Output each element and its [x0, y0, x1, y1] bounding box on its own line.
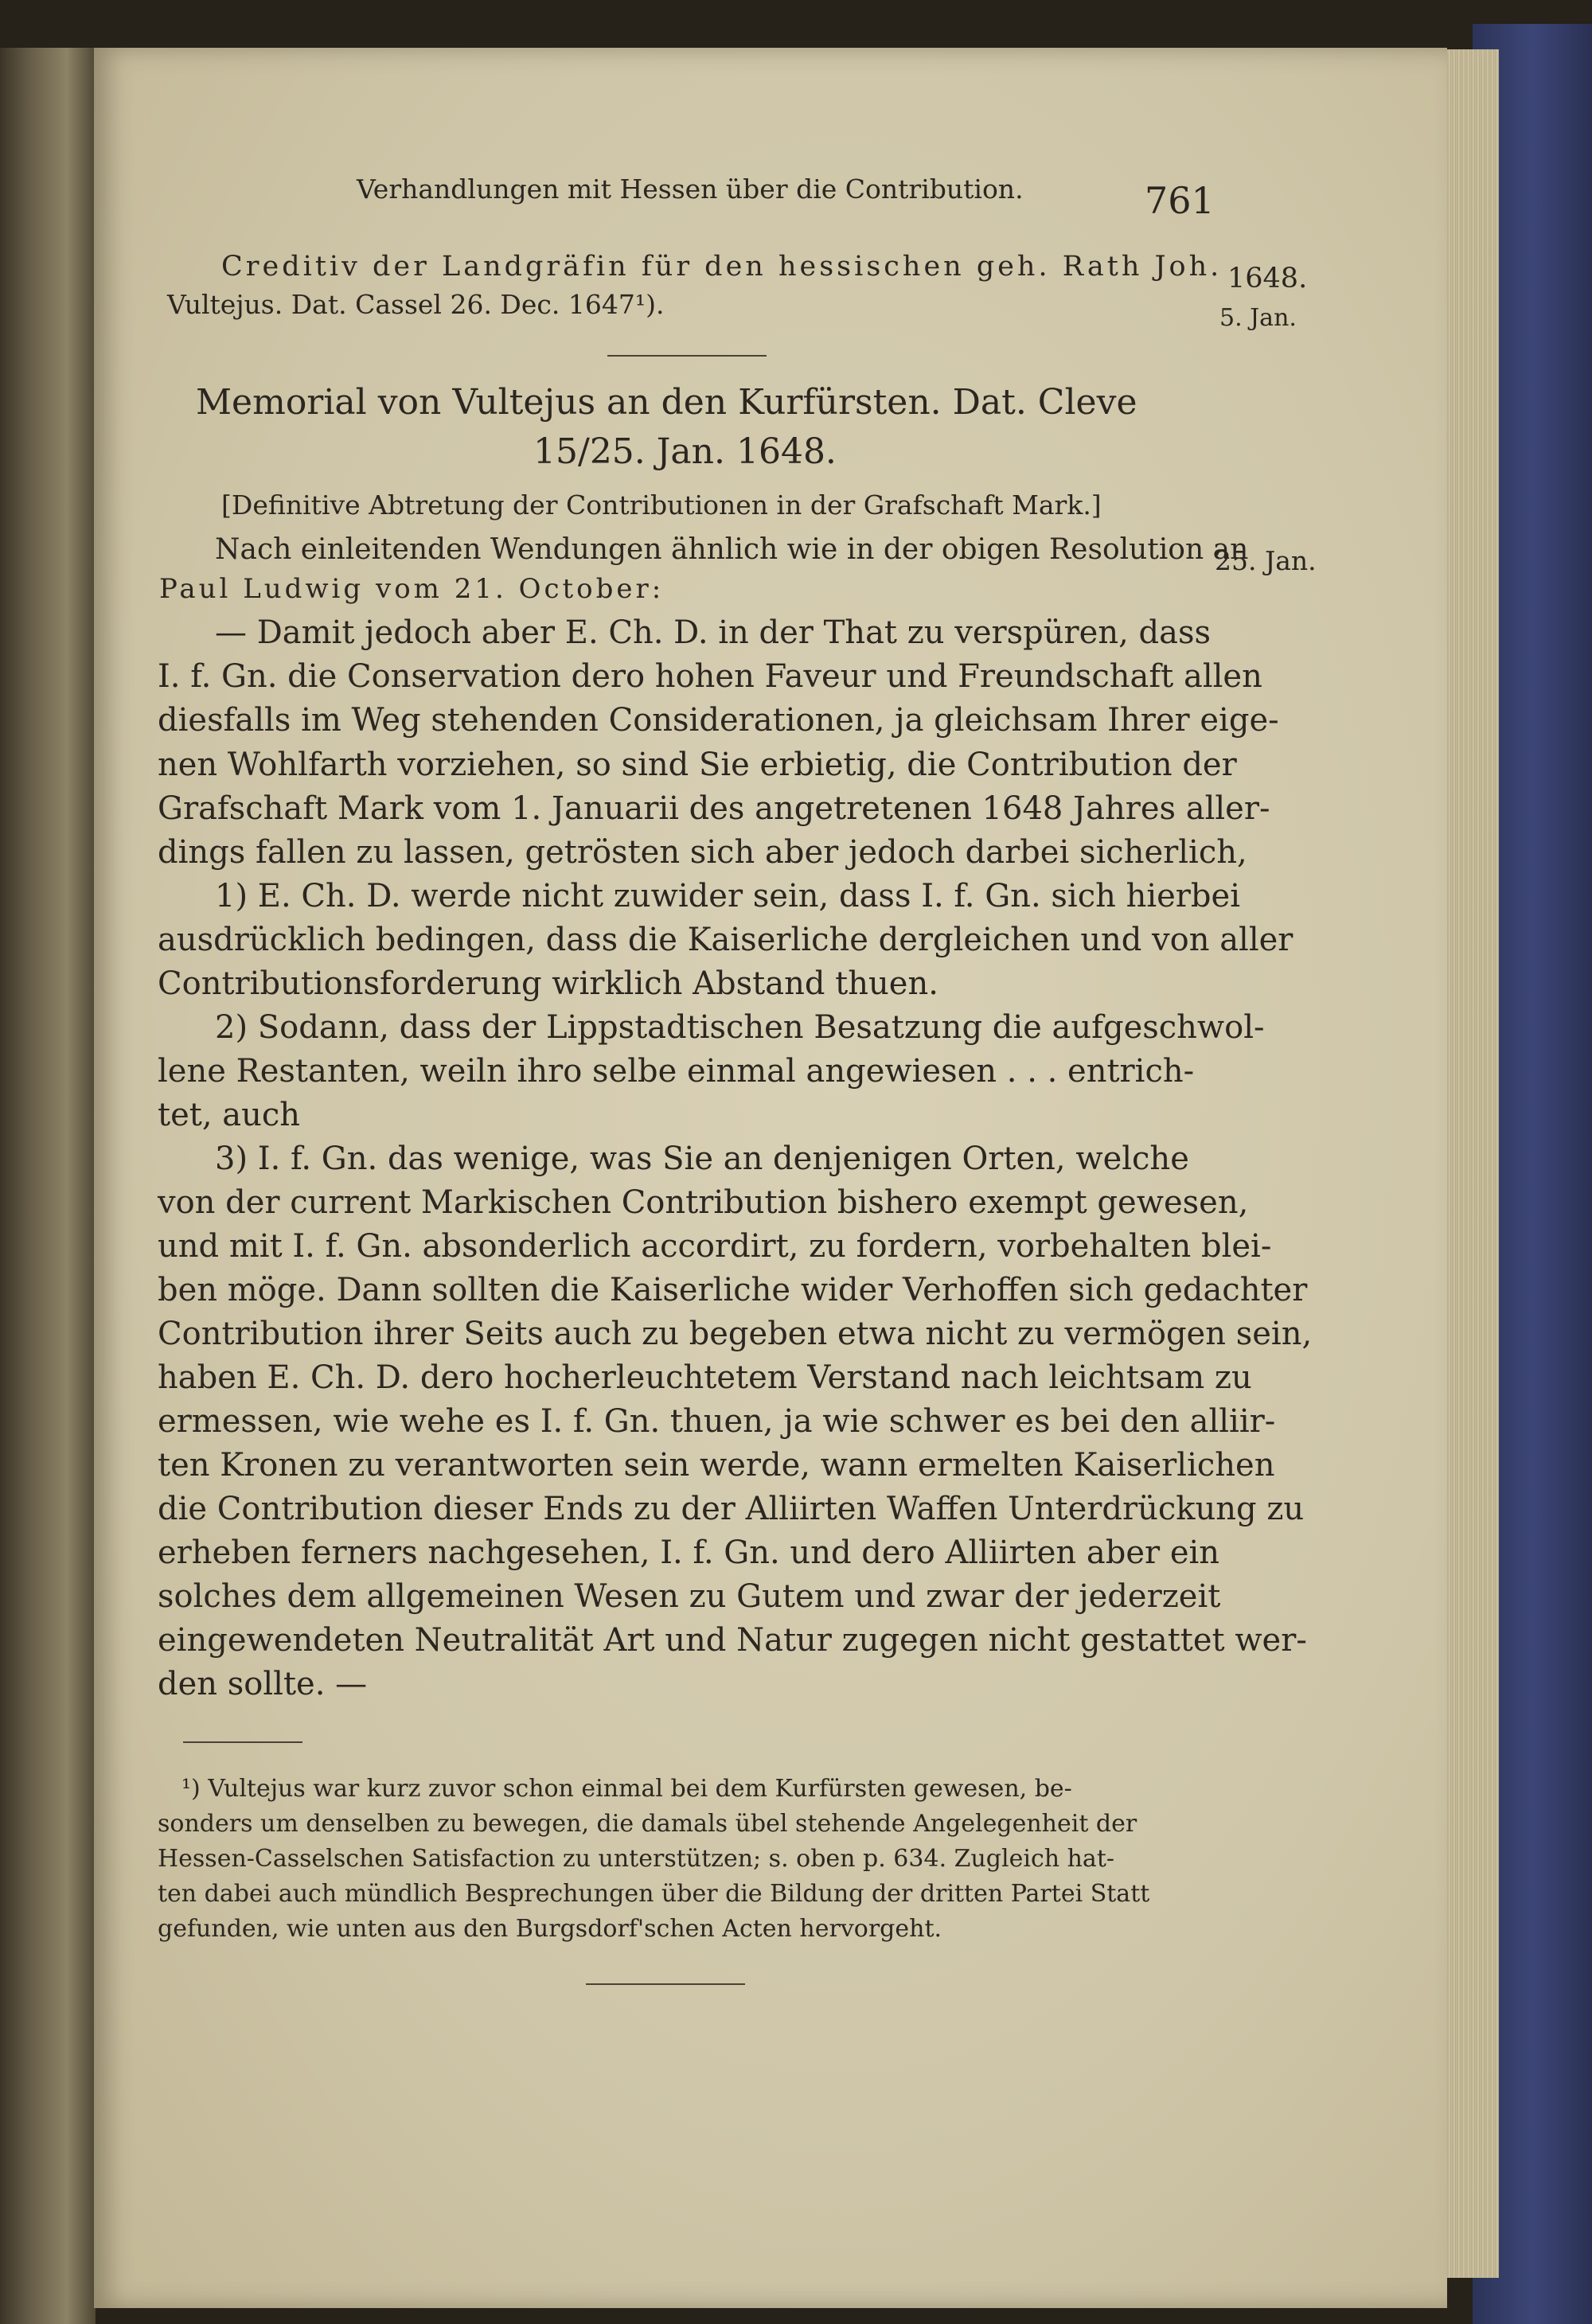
body-line: erheben ferners nachgesehen, I. f. Gn. und dero Alliirten aber ein [158, 1534, 1220, 1571]
body-line: Grafschaft Mark vom 1. Januarii des angetretenen 1648 Jahres aller- [158, 790, 1270, 827]
body-line: ten Kronen zu verantworten sein werde, wann ermelten Kaiserlichen [158, 1447, 1275, 1484]
body-line: I. f. Gn. die Conservation dero hohen Faveur und Freundschaft allen [158, 658, 1262, 695]
memorial-title-line-1: Memorial von Vultejus an den Kurfürsten. Dat. Cleve [196, 382, 1137, 423]
body-line: nen Wohlfarth vorziehen, so sind Sie erbietig, die Contribution der [158, 747, 1237, 783]
book-page [94, 48, 1447, 2308]
body-line: ben möge. Dann sollten die Kaiserliche wider Verhoffen sich gedachter [158, 1272, 1308, 1308]
body-line: lene Restanten, weiln ihro selbe einmal angewiesen . . . entrich- [158, 1053, 1195, 1090]
body-line: den sollte. — [158, 1666, 368, 1702]
footnote-rule [183, 1741, 302, 1743]
body-line: Paul Ludwig vom 21. October: [159, 573, 665, 605]
end-rule [586, 1983, 745, 1985]
footnote-line: Hessen-Casselschen Satisfaction zu unterstützen; s. oben p. 634. Zugleich hat- [158, 1845, 1115, 1873]
body-line: dings fallen zu lassen, getrösten sich aber jedoch darbei sicherlich, [158, 834, 1247, 871]
footnote-line: gefunden, wie unten aus den Burgsdorf'schen Acten hervorgeht. [158, 1915, 942, 1943]
margin-year: 1648. [1227, 263, 1308, 294]
margin-date-jan25: 25. Jan. [1215, 545, 1317, 576]
body-line: ermessen, wie wehe es I. f. Gn. thuen, ja wie schwer es bei den alliir- [158, 1403, 1276, 1440]
left-page-edge [0, 48, 96, 2324]
body-line: 2) Sodann, dass der Lippstadtischen Besatzung die aufgeschwol- [215, 1009, 1265, 1046]
body-line: solches dem allgemeinen Wesen zu Gutem und zwar der jederzeit [158, 1578, 1221, 1615]
body-line: Contribution ihrer Seits auch zu begeben etwa nicht zu vermögen sein, [158, 1316, 1313, 1352]
footnote-line: ten dabei auch mündlich Besprechungen über die Bildung der dritten Partei Statt [158, 1880, 1150, 1908]
footnote-line: ¹) Vultejus war kurz zuvor schon einmal bei dem Kurfürsten gewesen, be- [181, 1775, 1072, 1803]
body-line: haben E. Ch. D. dero hocherleuchtetem Verstand nach leichtsam zu [158, 1359, 1252, 1396]
section-divider [607, 355, 767, 357]
body-line: tet, auch [158, 1097, 301, 1133]
body-line: — Damit jedoch aber E. Ch. D. in der That zu verspüren, dass [215, 614, 1212, 651]
memorial-title-line-2: 15/25. Jan. 1648. [533, 431, 837, 472]
body-line: 3) I. f. Gn. das wenige, was Sie an denjenigen Orten, welche [215, 1141, 1189, 1177]
body-line: diesfalls im Weg stehenden Considerationen, ja gleichsam Ihrer eige- [158, 702, 1279, 739]
body-line: Contributionsforderung wirklich Abstand thuen. [158, 965, 938, 1002]
page-number: 761 [1145, 179, 1215, 222]
body-line: 1) E. Ch. D. werde nicht zuwider sein, dass I. f. Gn. sich hierbei [215, 878, 1240, 914]
body-line: die Contribution dieser Ends zu der Alliirten Waffen Unterdrückung zu [158, 1491, 1305, 1527]
body-line: ausdrücklich bedingen, dass die Kaiserliche dergleichen und von aller [158, 922, 1294, 958]
footnote-line: sonders um denselben zu bewegen, die damals übel stehende Angelegenheit der [158, 1810, 1137, 1838]
running-title: Verhandlungen mit Hessen über die Contribution. [357, 174, 1024, 205]
margin-date-jan5: 5. Jan. [1219, 304, 1297, 332]
body-line: Nach einleitenden Wendungen ähnlich wie in der obigen Resolution an [215, 533, 1249, 566]
body-line: und mit I. f. Gn. absonderlich accordirt, zu fordern, vorbehalten blei- [158, 1228, 1272, 1265]
body-line: von der current Markischen Contribution bishero exempt gewesen, [158, 1184, 1249, 1221]
credential-line-1: Creditiv der Landgräfin für den hessischen geh. Rath Joh. [221, 251, 1223, 283]
body-line: eingewendeten Neutralität Art und Natur zugegen nicht gestattet wer- [158, 1622, 1307, 1659]
credential-line-2: Vultejus. Dat. Cassel 26. Dec. 1647¹). [167, 289, 665, 320]
memorial-summary: [Definitive Abtretung der Contributionen in der Grafschaft Mark.] [221, 489, 1102, 521]
